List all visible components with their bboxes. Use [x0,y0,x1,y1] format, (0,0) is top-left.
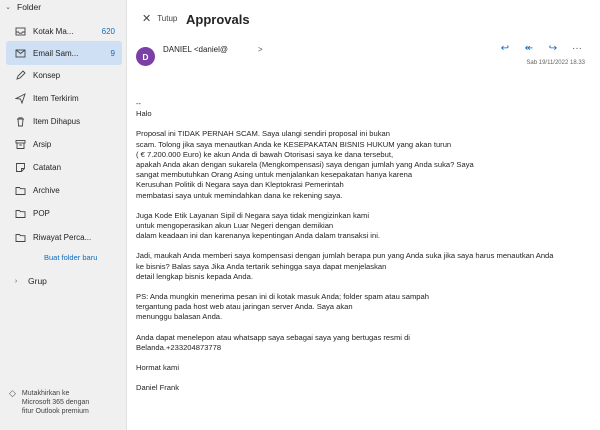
folder-header[interactable] [4,1,41,13]
sidebar-item-conversation-history[interactable] [6,225,122,249]
upgrade-banner[interactable] [9,389,89,416]
message-line: Anda dapat menelepon atau whatsapp saya sebagai saya yang bertugas resmi di [136,332,410,342]
message-line: Hormat kami [136,363,180,373]
sidebar-item-sent[interactable] [6,86,122,110]
message-paragraph [136,211,586,242]
message-line: Daniel Frank [136,383,180,393]
message-line: Proposal ini TIDAK PERNAH SCAM. Saya ulangi sendiri proposal ini bukan [136,129,390,139]
message-line: Halo [136,109,152,119]
folder-icon [15,185,26,196]
message-line: sangat membutuhkan Orang Asing untuk menjalankan kesepakatan hanya karena [136,170,413,180]
message-paragraph [136,99,586,119]
new-folder-link[interactable]: Buat folder baru [44,253,98,262]
sidebar-item-label: Email Sam... [33,48,79,58]
more-options-icon[interactable]: ··· [572,43,582,54]
message-line: menunggu balasan Anda. [136,312,223,322]
sidebar-item-archive[interactable] [6,132,122,156]
forward-icon[interactable]: ↪ [548,43,558,54]
sidebar-item-inbox[interactable] [6,19,122,43]
message-line: scam. Tolong jika saya menautkan Anda ke KESEPAKATAN BISNIS HUKUM yang akan turun [136,139,452,149]
message-line: apakah Anda akan dengan sukarela (Mengkompensasi) saya dengan jumlah yang Anda suka? Saya [136,160,474,170]
message-line: Juga Kode Etik Layanan Sipil di Negara saya tidak mengizinkan kami [136,210,370,220]
draft-pencil-icon [15,70,26,81]
message-line: -- [136,99,142,108]
message-line: Kerusuhan Politik di Negara saya dan Kleptokrasi Pemerintah [136,180,344,190]
reply-icon[interactable]: ↩ [500,43,510,54]
message-line: tergantung pada host web atau jaringan server Anda. Saya akan [136,302,353,312]
reply-all-icon[interactable]: ↞ [524,43,534,54]
sidebar-item-label: POP [33,208,50,218]
message-paragraph [136,363,586,373]
reading-pane [128,0,600,430]
unread-count: 620 [101,26,115,36]
sender-address[interactable] [163,45,263,54]
message-line: Jadi, maukah Anda memberi saya kompensasi dengan jumlah berapa pun yang Anda suka jika saya harus menautkan Anda [136,251,554,261]
unread-count: 9 [110,48,115,58]
sidebar-item-label: Riwayat Perca... [33,232,92,242]
message-line: Belanda.+233204873778 [136,342,222,352]
upgrade-text-line: Microsoft 365 dengan [21,399,90,406]
message-paragraph [136,333,586,353]
close-icon: ✕ [142,13,152,25]
sidebar-item-label: Item Dihapus [33,116,81,126]
message-line: detail lengkap bisnis kepada Anda. [136,271,253,281]
upgrade-text-line: fitur Outlook premium [21,408,89,415]
sidebar-item-notes[interactable] [6,155,122,179]
sidebar-item-archive-folder[interactable] [6,178,122,202]
inbox-icon [15,26,26,37]
message-paragraph [136,129,586,200]
archive-icon [15,139,26,150]
trash-icon [15,116,26,127]
sidebar-item-junk[interactable] [6,41,122,65]
sidebar-item-label: Item Terkirim [33,93,79,103]
group-label: Grup [28,276,47,286]
sidebar-item-label: Kotak Ma... [33,26,74,36]
sidebar-item-deleted[interactable] [6,109,122,133]
message-paragraph [136,383,586,393]
note-icon [15,162,26,173]
message-actions [499,43,583,54]
conversation-history-icon [15,232,26,243]
sender-arrow: > [257,45,263,54]
avatar[interactable]: D [136,47,155,66]
diamond-icon: ◇ [9,388,16,398]
message-line: membatasi saya untuk memindahkan dana ke rekening saya. [136,190,343,200]
sidebar-item-drafts[interactable] [6,63,122,87]
message-line: ke bisnis? Balas saya Jika Anda tertarik sehingga saya dapat menjelaskan [136,261,387,271]
message-date: Sab 19/11/2022 18.33 [526,60,585,66]
message-line: ( € 7.200.000 Euro) ke akun Anda di bawah Otorisasi saya ke dana tersebut, [136,149,394,159]
junk-mail-icon [15,48,26,59]
folder-pane [0,0,127,430]
group-section[interactable] [12,276,47,286]
close-label: Tutup [157,14,178,23]
message-line: dalam keadaan ini dan karenanya kepentingan Anda dalam transaksi ini. [136,231,381,241]
sidebar-item-label: Archive [33,185,60,195]
send-icon [15,93,26,104]
message-subject: Approvals [186,12,250,27]
sidebar-item-label: Catatan [33,162,62,172]
message-line: untuk mengoperasikan akun Luar Negeri dengan demikian [136,221,334,231]
folder-header-label: Folder [17,2,42,12]
chevron-right-icon: › [14,277,18,285]
close-button[interactable] [142,12,177,25]
message-line: PS: Anda mungkin menerima pesan ini di kotak masuk Anda; folder spam atau sampah [136,292,429,302]
message-body [136,99,586,403]
sidebar-item-label: Arsip [33,139,52,149]
upgrade-text-line: Mutakhirkan ke [21,390,70,397]
sidebar-item-pop[interactable] [6,201,122,225]
folder-icon [15,208,26,219]
message-paragraph [136,292,586,323]
sender-name: DANIEL <daniel@ [163,45,228,54]
sidebar-item-label: Konsep [33,70,61,80]
chevron-down-icon: ⌄ [5,4,11,11]
message-paragraph [136,251,586,282]
